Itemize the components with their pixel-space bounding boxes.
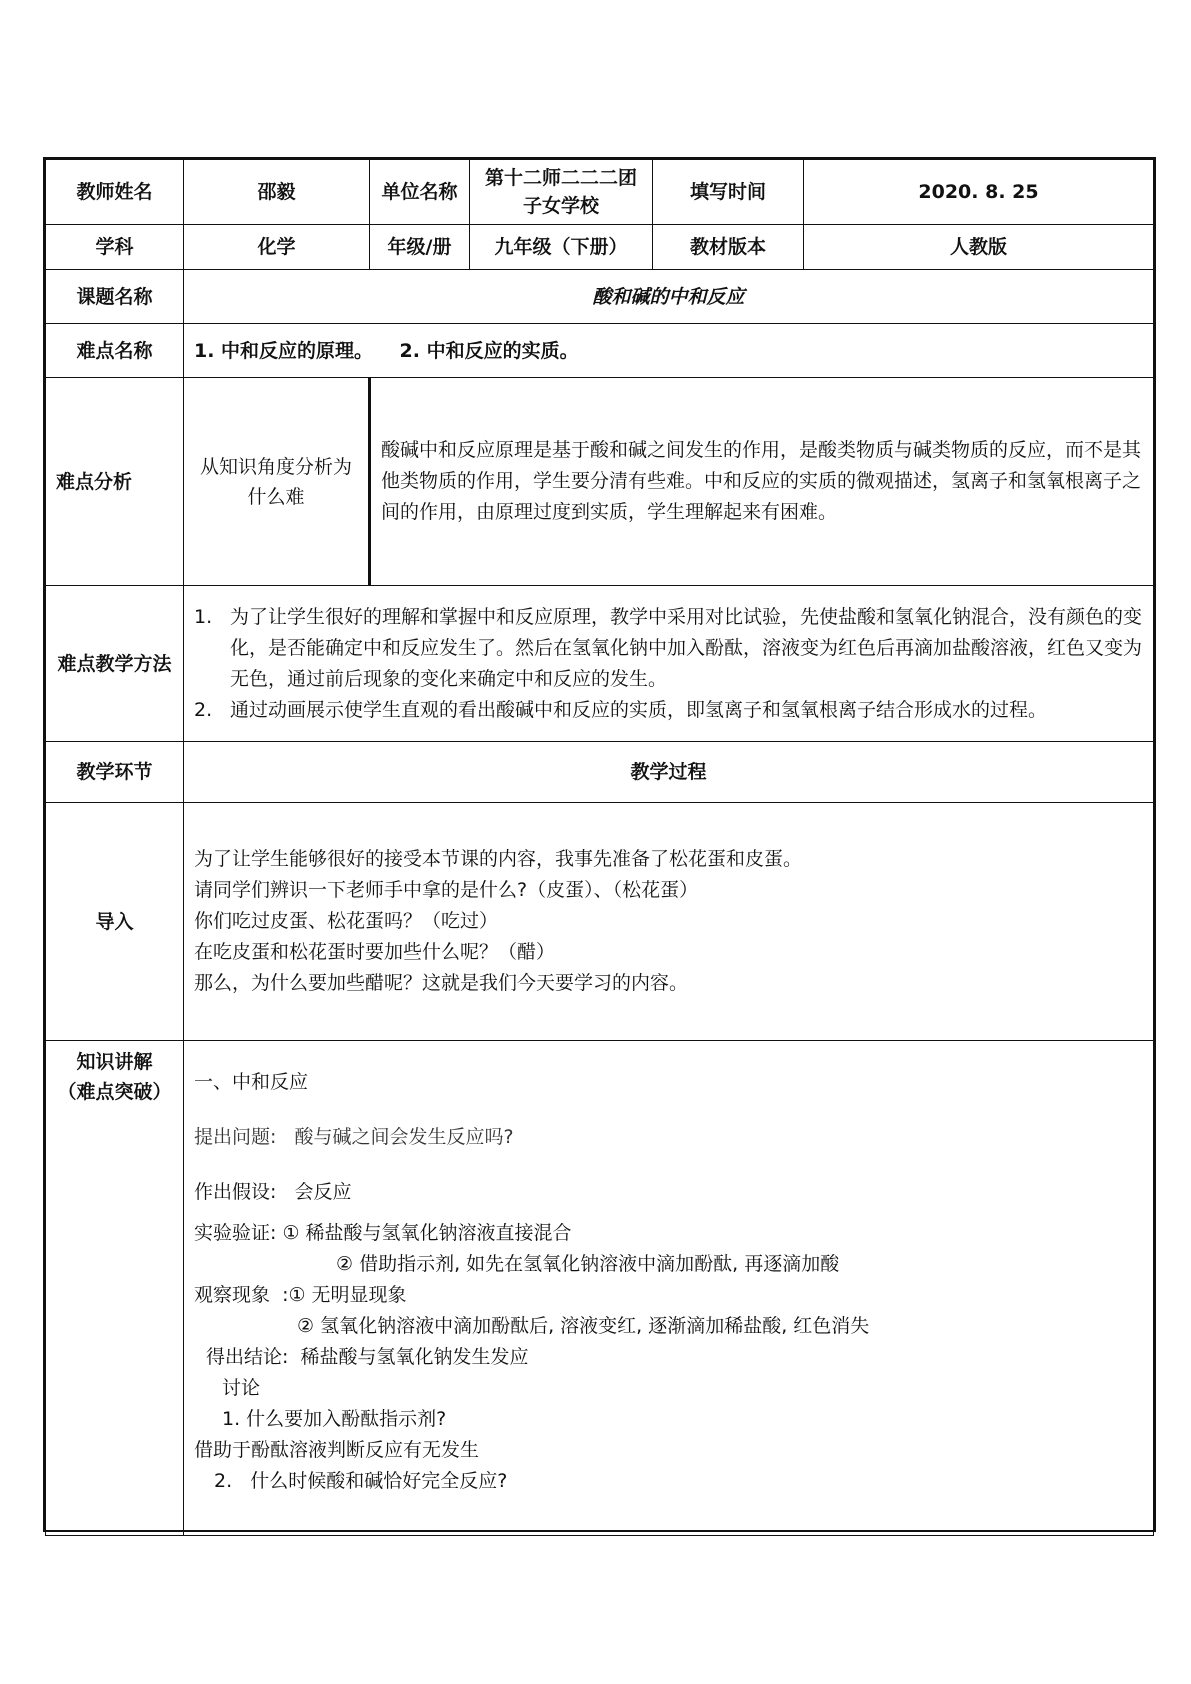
knowledge-label-line1: 知识讲解 [76, 1051, 153, 1073]
method-row [46, 586, 1154, 742]
method-list [184, 586, 1154, 742]
analysis-sub-label-line2: 什么难 [247, 485, 305, 508]
analysis-row [46, 378, 1154, 586]
intro-row [46, 803, 1154, 1041]
method-item-num: 1. [194, 605, 213, 628]
grade-label: 年级/册 [370, 225, 470, 270]
intro-label: 导入 [46, 803, 184, 1041]
conclusion-line: 得出结论: 稀盐酸与氢氧化钠发生发应 [206, 1346, 529, 1368]
edition-label: 教材版本 [653, 225, 804, 270]
teacher-label: 教师姓名 [46, 160, 184, 225]
observation-line-2: ② 氢氧化钠溶液中滴加酚酞后, 溶液变红, 逐渐滴加稀盐酸, 红色消失 [297, 1315, 870, 1337]
analysis-text: 酸碱中和反应原理是基于酸和碱之间发生的作用，是酸类物质与碱类物质的反应，而不是其他类物质的作用，学生要分清有些难。中和反应的实质的微观描述，氢离子和氢氧根离子之间的作用，由原理过度到实质，学生理解起来有困难。 [370, 378, 1154, 586]
intro-line: 在吃皮蛋和松花蛋时要加些什么呢？（醋） [194, 941, 556, 963]
intro-line: 你们吃过皮蛋、松花蛋吗？（吃过） [194, 910, 499, 932]
hypothesis-line: 作出假设: 会反应 [194, 1181, 352, 1203]
header-row [46, 160, 1154, 225]
analysis-sub-label-line1: 从知识角度分析为 [199, 455, 352, 478]
experiment-line-2: ② 借助指示剂, 如先在氢氧化钠溶液中滴加酚酞, 再逐滴加酸 [336, 1253, 840, 1275]
intro-line: 那么，为什么要加些醋呢？这就是我们今天要学习的内容。 [194, 972, 689, 994]
process-header-row [46, 742, 1154, 803]
unit-value [470, 160, 653, 225]
experiment-line-1: 实验验证: ① 稀盐酸与氢氧化钠溶液直接混合 [194, 1222, 572, 1244]
unit-label: 单位名称 [370, 160, 470, 225]
topic-value: 酸和碱的中和反应 [184, 270, 1154, 324]
method-item [194, 602, 1145, 695]
observation-line-1: 观察现象 :① 无明显现象 [194, 1284, 407, 1306]
process-label: 教学环节 [46, 742, 184, 803]
discussion-question-1: 1. 什么要加入酚酞指示剂? [222, 1408, 447, 1430]
edition-value: 人教版 [804, 225, 1154, 270]
time-value: 2020. 8. 25 [804, 160, 1154, 225]
knowledge-label-line2: （难点突破） [57, 1081, 172, 1103]
topic-row [46, 270, 1154, 324]
method-item-text: 为了让学生很好的理解和掌握中和反应原理，教学中采用对比试验，先使盐酸和氢氧化钠混合，没有颜色的变化，是否能确定中和反应发生了。然后在氢氧化钠中加入酚酞，溶液变为红色后再滴加盐酸溶液，红色又变为无色，通过前后现象的变化来确定中和反应的发生。 [230, 605, 1143, 690]
time-label: 填写时间 [653, 160, 804, 225]
unit-value-line2: 子女学校 [522, 195, 599, 217]
method-item [194, 695, 1145, 726]
difficulty-value: 1. 中和反应的原理。 2. 中和反应的实质。 [184, 324, 1154, 378]
discussion-heading: 讨论 [222, 1377, 261, 1399]
difficulty-row [46, 324, 1154, 378]
question-line: 提出问题: 酸与碱之间会发生反应吗? [194, 1126, 514, 1148]
intro-line: 请同学们辨识一下老师手中拿的是什么?（皮蛋）、（松花蛋） [194, 879, 699, 901]
process-value: 教学过程 [184, 742, 1154, 803]
topic-label: 课题名称 [46, 270, 184, 324]
intro-content [184, 803, 1154, 1041]
subject-label: 学科 [46, 225, 184, 270]
method-item-num: 2. [194, 698, 213, 721]
subject-value: 化学 [184, 225, 370, 270]
unit-value-line1: 第十二师二二二团 [484, 167, 637, 189]
method-item-text: 通过动画展示使学生直观的看出酸碱中和反应的实质，即氢离子和氢氧根离子结合形成水的过程。 [230, 698, 1048, 721]
knowledge-row [46, 1041, 1154, 1536]
analysis-sub-label [184, 378, 370, 586]
teacher-value: 邵毅 [184, 160, 370, 225]
knowledge-content [184, 1041, 1154, 1536]
lesson-plan-table [43, 157, 1156, 1532]
knowledge-label [46, 1041, 184, 1536]
difficulty-label: 难点名称 [46, 324, 184, 378]
discussion-question-2: 2. 什么时候酸和碱恰好完全反应? [214, 1470, 508, 1492]
discussion-answer-1: 借助于酚酞溶液判断反应有无发生 [194, 1439, 480, 1461]
grade-value: 九年级（下册） [470, 225, 653, 270]
analysis-label: 难点分析 [46, 378, 184, 586]
subject-row [46, 225, 1154, 270]
method-label: 难点教学方法 [46, 586, 184, 742]
section-title: 一、中和反应 [194, 1071, 309, 1093]
intro-line: 为了让学生能够很好的接受本节课的内容，我事先准备了松花蛋和皮蛋。 [194, 848, 803, 870]
